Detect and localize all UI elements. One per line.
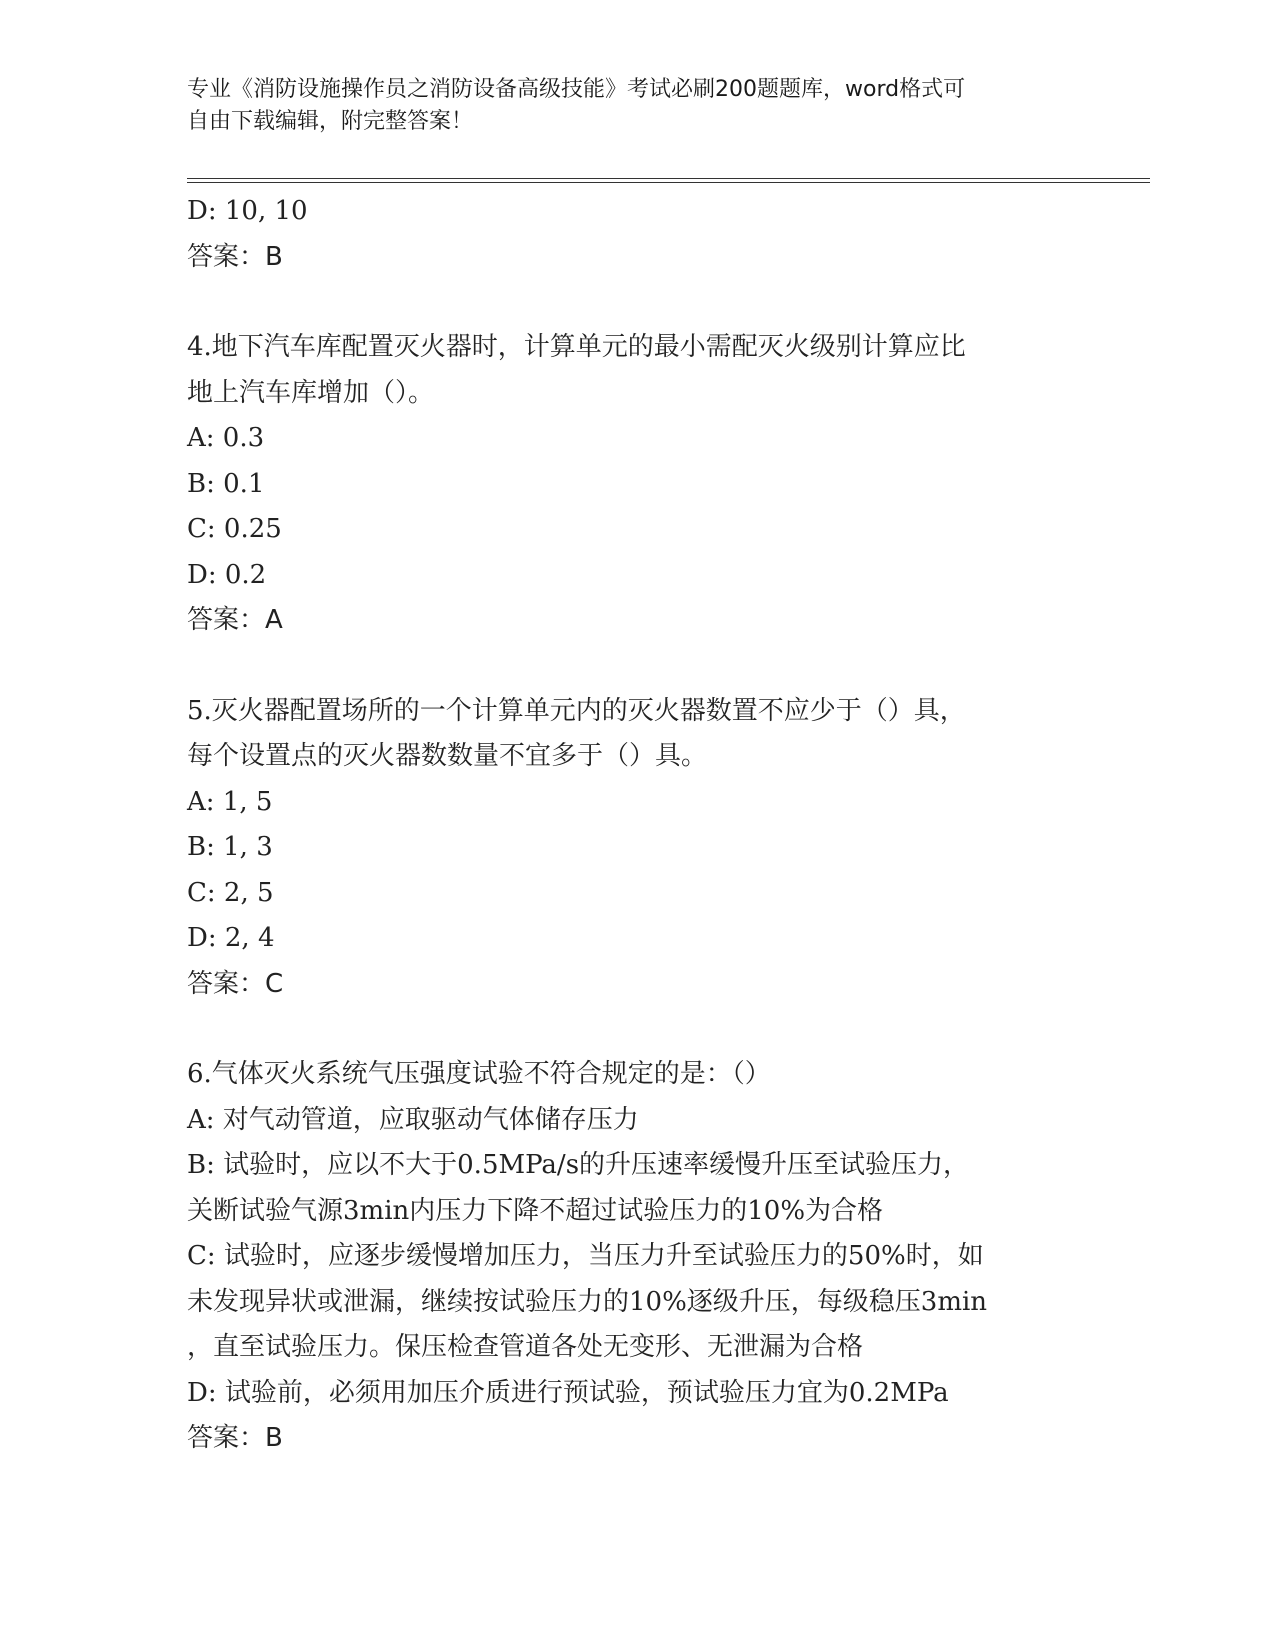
answer-line: 答案：B — [187, 241, 283, 272]
option-d: D: 试验前，必须用加压介质进行预试验，预试验压力宜为0.2MPa — [187, 1377, 949, 1408]
question-stem: 4.地下汽车库配置灭火器时，计算单元的最小需配灭火级别计算应比 — [187, 332, 966, 362]
option-a: A: 对气动管道，应取驱动气体储存压力 — [187, 1104, 639, 1135]
option-c: C: 0.25 — [187, 514, 282, 544]
question-content — [187, 189, 1087, 1462]
answer-line: 答案：A — [187, 605, 283, 635]
option-c: C: 2, 5 — [187, 877, 274, 908]
question-stem: 地上汽车库增加（）。 — [187, 377, 435, 408]
option-b-continued: 关断试验气源3min内压力下降不超过试验压力的10%为合格 — [187, 1195, 884, 1226]
option-d: D: 2, 4 — [187, 923, 275, 953]
option-d: D: 0.2 — [187, 559, 267, 590]
page-header — [187, 74, 1067, 138]
header-line-1: 专业《消防设施操作员之消防设备高级技能》考试必刷200题题库，word格式可 — [187, 77, 966, 102]
answer-line: 答案：B — [187, 1423, 283, 1453]
question-6 — [187, 1052, 1087, 1462]
option-b: B: 试验时，应以不大于0.5MPa/s的升压速率缓慢升压至试验压力， — [187, 1150, 970, 1180]
header-rule-top — [187, 178, 1150, 179]
option-b: B: 1, 3 — [187, 832, 273, 862]
option-c-continued: 未发现异状或泄漏，继续按试验压力的10%逐级升压，每级稳压3min — [187, 1286, 988, 1317]
option-d: D: 10, 10 — [187, 196, 308, 226]
header-line-2: 自由下载编辑，附完整答案！ — [187, 109, 474, 134]
question-spacer — [187, 644, 1087, 689]
question-stem: 5.灭火器配置场所的一个计算单元内的灭火器数置不应少于（）具， — [187, 695, 966, 726]
question-4 — [187, 325, 1087, 644]
question-spacer — [187, 280, 1087, 325]
option-b: B: 0.1 — [187, 468, 265, 499]
question-5 — [187, 689, 1087, 1008]
option-c-continued: ，直至试验压力。保压检查管道各处无变形、无泄漏为合格 — [187, 1332, 864, 1362]
option-c: C: 试验时，应逐步缓慢增加压力，当压力升至试验压力的50%时，如 — [187, 1241, 984, 1271]
answer-line: 答案：C — [187, 968, 284, 999]
question-stem: 每个设置点的灭火器数数量不宜多于（）具。 — [187, 741, 708, 771]
option-a: A: 0.3 — [187, 423, 265, 453]
question-3-tail — [187, 189, 1087, 280]
header-rule-bottom — [187, 182, 1150, 183]
question-stem: 6.气体灭火系统气压强度试验不符合规定的是：（） — [187, 1059, 771, 1089]
option-a: A: 1, 5 — [187, 786, 273, 817]
question-spacer — [187, 1007, 1087, 1052]
